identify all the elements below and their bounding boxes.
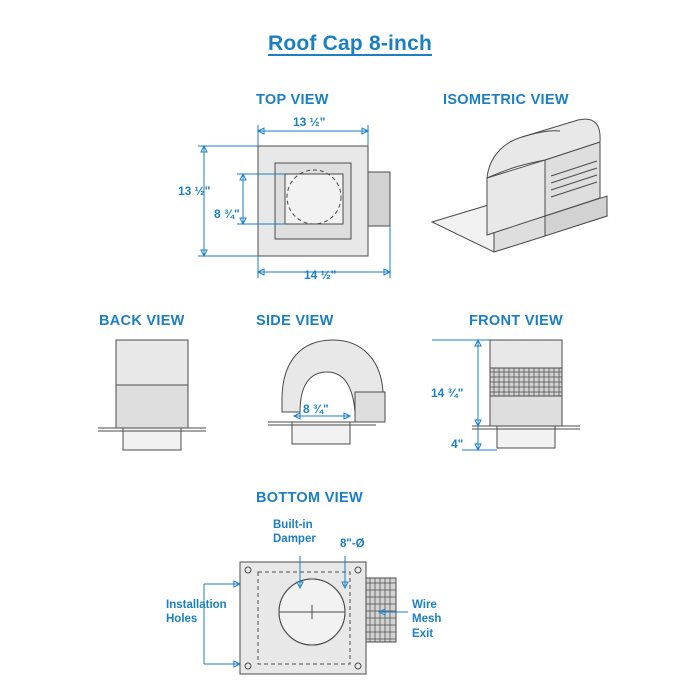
annotation-diameter: 8"-Ø — [340, 538, 365, 550]
annotation-installation-holes — [166, 598, 227, 627]
dim-front-height: 14 ¾" — [431, 386, 464, 400]
label-back-view: BACK VIEW — [99, 313, 185, 329]
wire-mesh-line-1: Wire — [412, 599, 437, 611]
label-side-view: SIDE VIEW — [256, 313, 334, 329]
wire-mesh-line-2: Mesh — [412, 613, 442, 626]
annotation-wire-mesh-exit — [412, 598, 441, 641]
dim-top-overall-width: 14 ½" — [304, 268, 337, 282]
label-isometric-view: ISOMETRIC VIEW — [443, 92, 569, 108]
dim-top-width: 13 ½" — [293, 115, 326, 129]
wire-mesh-line-3: Exit — [412, 627, 434, 640]
label-front-view: FRONT VIEW — [469, 313, 564, 329]
damper-line-1: Built-in — [273, 519, 313, 531]
dim-top-height: 13 ½" — [178, 184, 211, 198]
dim-front-base: 4" — [451, 437, 464, 451]
page-title-text: Roof Cap 8-inch — [268, 32, 432, 55]
installation-holes-line-2: Holes — [166, 613, 198, 626]
dim-side-depth: 8 ¾" — [303, 402, 329, 416]
dim-top-inner: 8 ¾" — [214, 207, 240, 221]
damper-line-2: Damper — [273, 533, 316, 546]
label-top-view: TOP VIEW — [256, 92, 329, 108]
label-bottom-view: BOTTOM VIEW — [256, 490, 363, 506]
annotation-built-in-damper — [273, 518, 316, 547]
installation-holes-line-1: Installation — [166, 599, 227, 611]
